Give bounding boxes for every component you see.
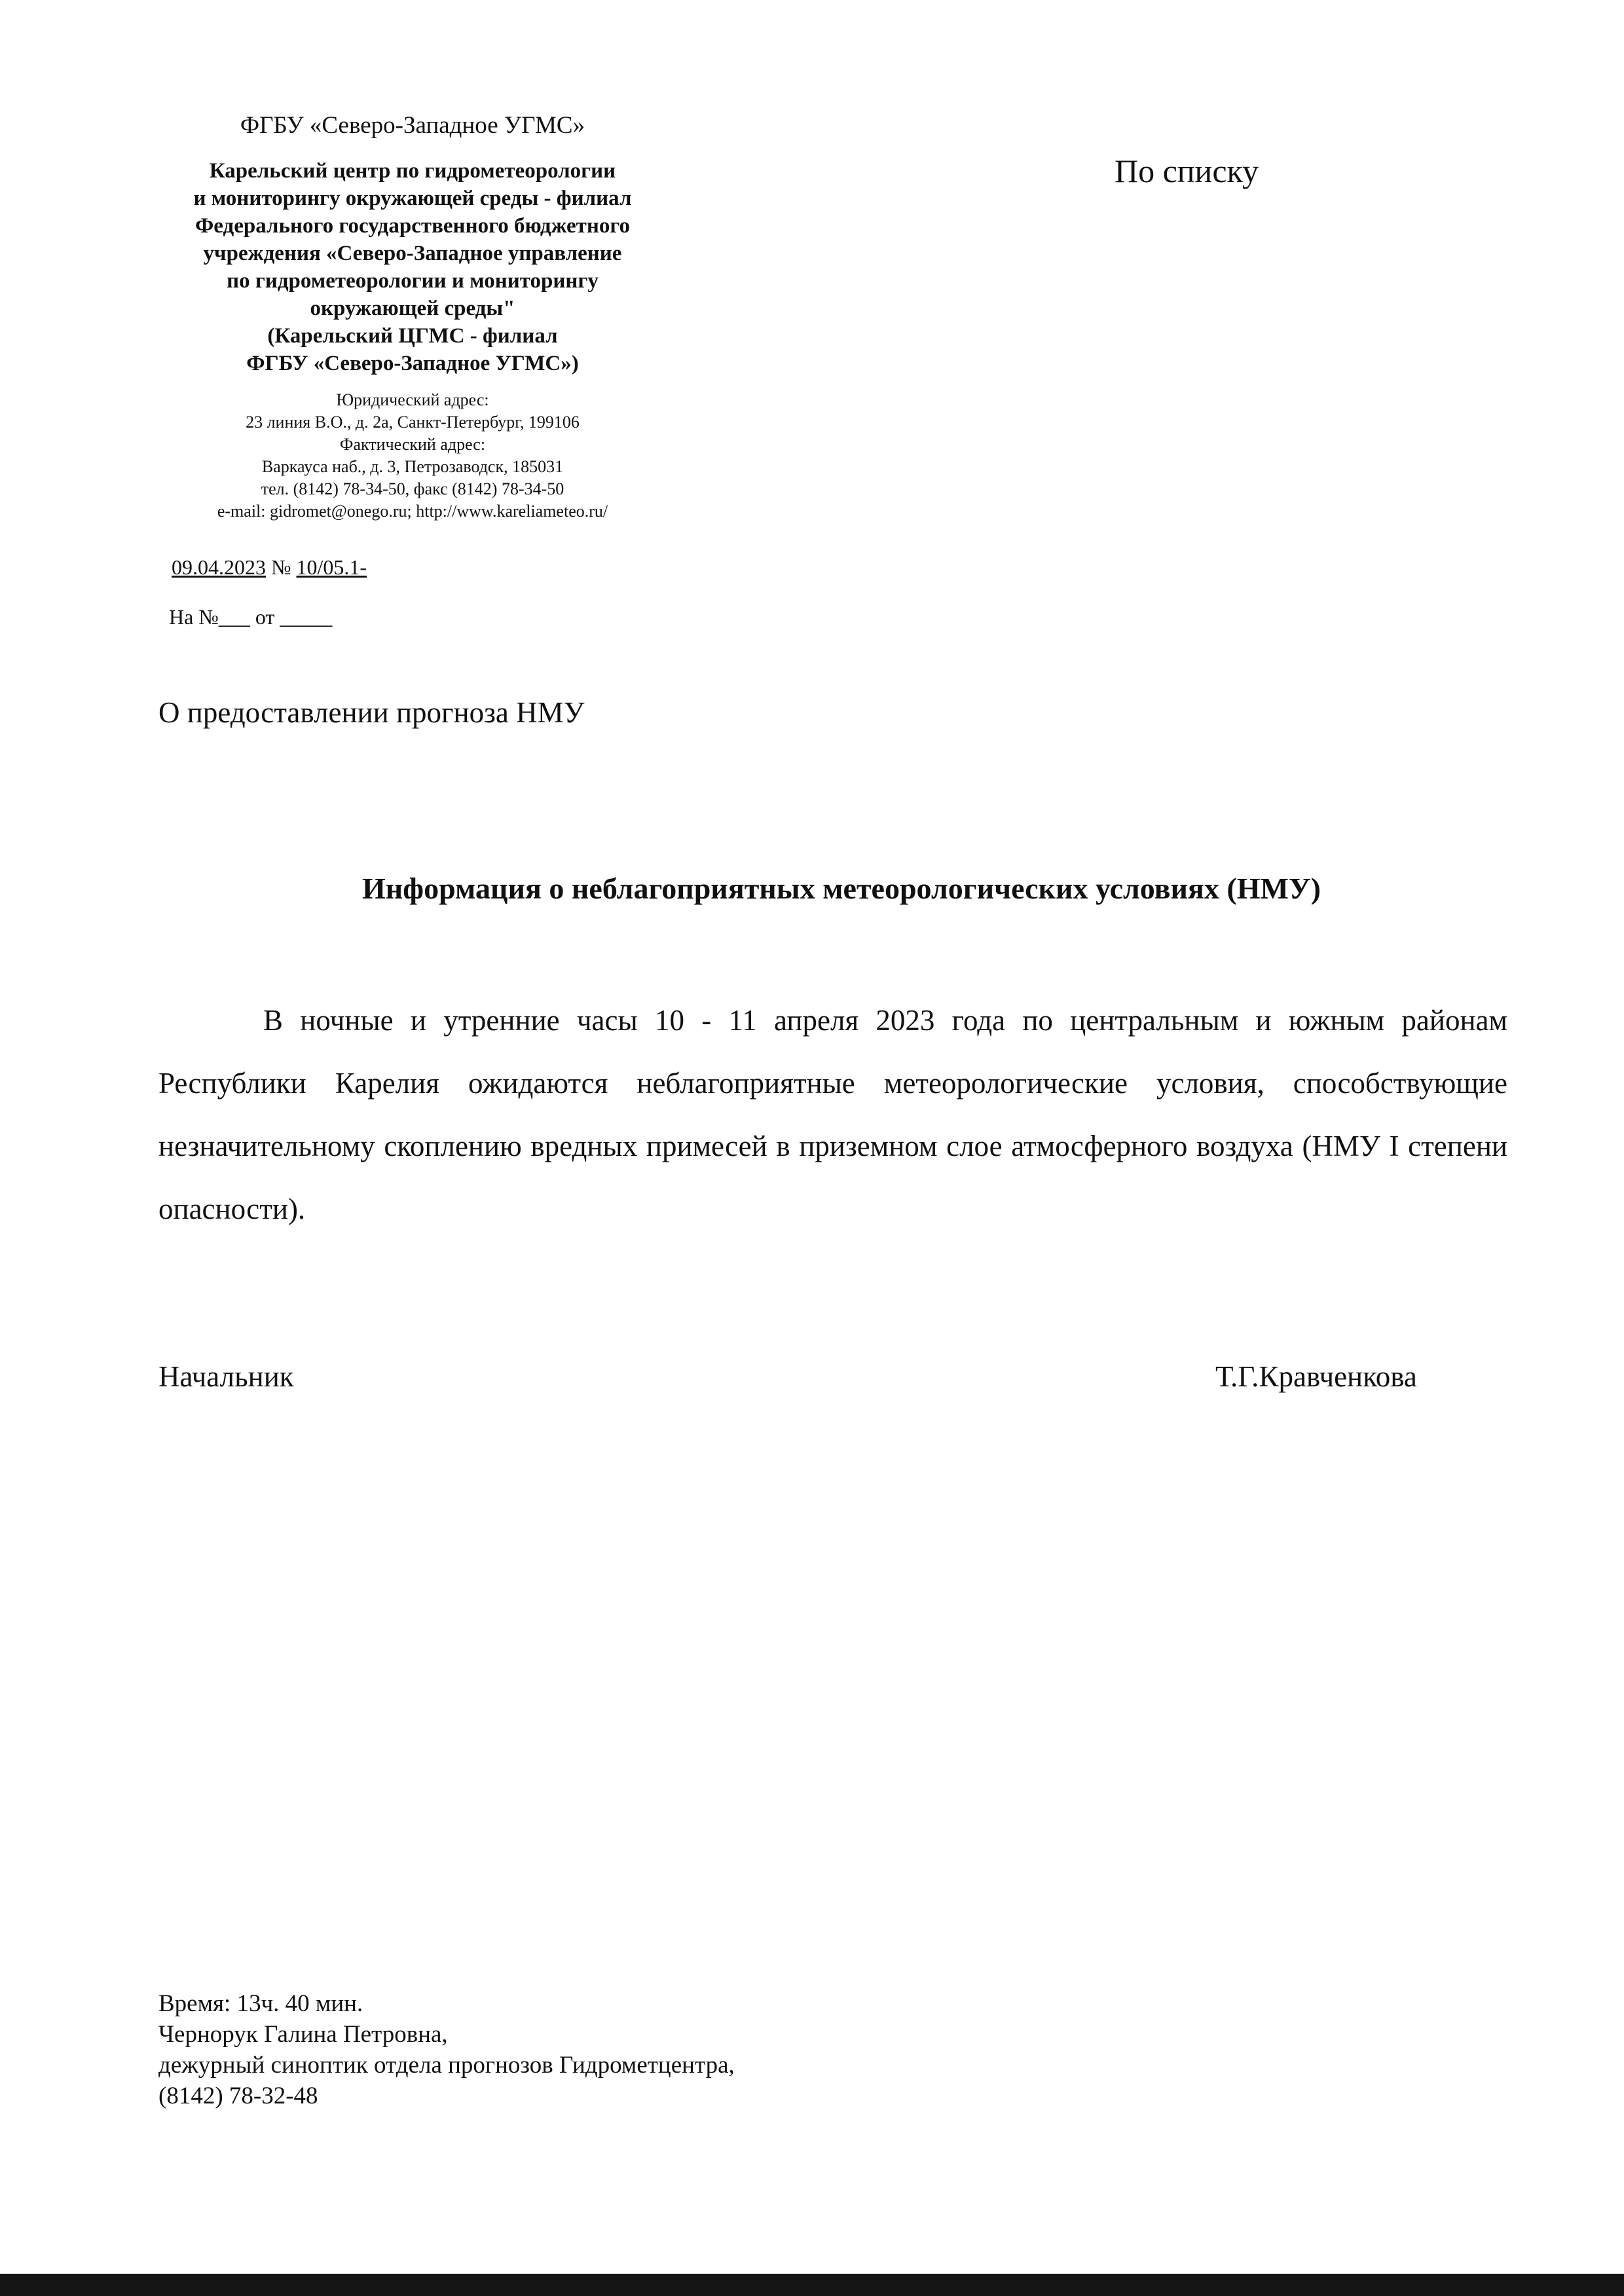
org-full-line: (Карельский ЦГМС - филиал <box>267 324 558 348</box>
org-full-line: и мониторингу окружающей среды - филиал <box>193 187 632 210</box>
org-full-line: ФГБУ «Северо-Западное УГМС») <box>246 352 579 375</box>
registration-number-label: № <box>271 555 291 579</box>
registration-number: 10/05.1- <box>296 555 367 579</box>
org-full-line: окружающей среды" <box>310 297 515 320</box>
letter-subject: О предоставлении прогноза НМУ <box>158 696 585 729</box>
reference-label: На № <box>169 605 219 629</box>
recipient: По списку <box>1115 153 1259 189</box>
reference-number-blank: ___ <box>218 605 250 629</box>
org-full-name <box>144 157 681 377</box>
reference-from-label: от <box>255 605 275 629</box>
scan-edge-bar <box>0 2274 1624 2296</box>
reference-date-blank: _____ <box>280 605 333 629</box>
address-line: e-mail: gidromet@onego.ru; http://www.kareliameteo.ru/ <box>217 502 608 521</box>
org-address-block <box>144 389 681 523</box>
org-full-line: учреждения «Северо-Западное управление <box>203 242 622 265</box>
address-line: Варкауса наб., д. 3, Петрозаводск, 185031 <box>261 457 564 476</box>
footer-line: Время: 13ч. 40 мин. <box>158 1990 363 2017</box>
body-paragraph: В ночные и утренние часы 10 - 11 апреля 2023 года по центральным и южным районам Республики Карелия ожидаются неблагоприятные метеорологические условия, способствующие незначительному скоплению вредных примесей в приземном слое атмосферного воздуха (НМУ I степени опасности). <box>158 1004 1507 1225</box>
org-short-name: ФГБУ «Северо-Западное УГМС» <box>240 112 585 139</box>
org-full-line: Федерального государственного бюджетного <box>194 214 631 238</box>
address-line: Юридический адрес: <box>336 390 489 409</box>
address-line: тел. (8142) 78-34-50, факс (8142) 78-34-50 <box>261 479 564 498</box>
address-line: Фактический адрес: <box>339 435 486 454</box>
executor-info <box>158 1988 735 2111</box>
org-full-line: Карельский центр по гидрометеорологии <box>209 159 616 183</box>
document-heading: Информация о неблагоприятных метеорологических условиях (НМУ) <box>361 872 1321 905</box>
footer-line: дежурный синоптик отдела прогнозов Гидрометцентра, <box>158 2052 735 2079</box>
registration-date: 09.04.2023 <box>172 555 266 579</box>
signatory-name: Т.Г.Кравченкова <box>1215 1360 1417 1393</box>
registration-line <box>172 555 367 580</box>
footer-line: (8142) 78-32-48 <box>158 2083 318 2109</box>
letterhead <box>144 110 681 523</box>
signatory-title: Начальник <box>158 1360 294 1393</box>
org-full-line: по гидрометеорологии и мониторингу <box>227 269 599 293</box>
address-line: 23 линия В.О., д. 2а, Санкт-Петербург, 199106 <box>246 413 580 432</box>
footer-line: Чернорук Галина Петровна, <box>158 2021 448 2048</box>
reference-line <box>169 605 332 629</box>
